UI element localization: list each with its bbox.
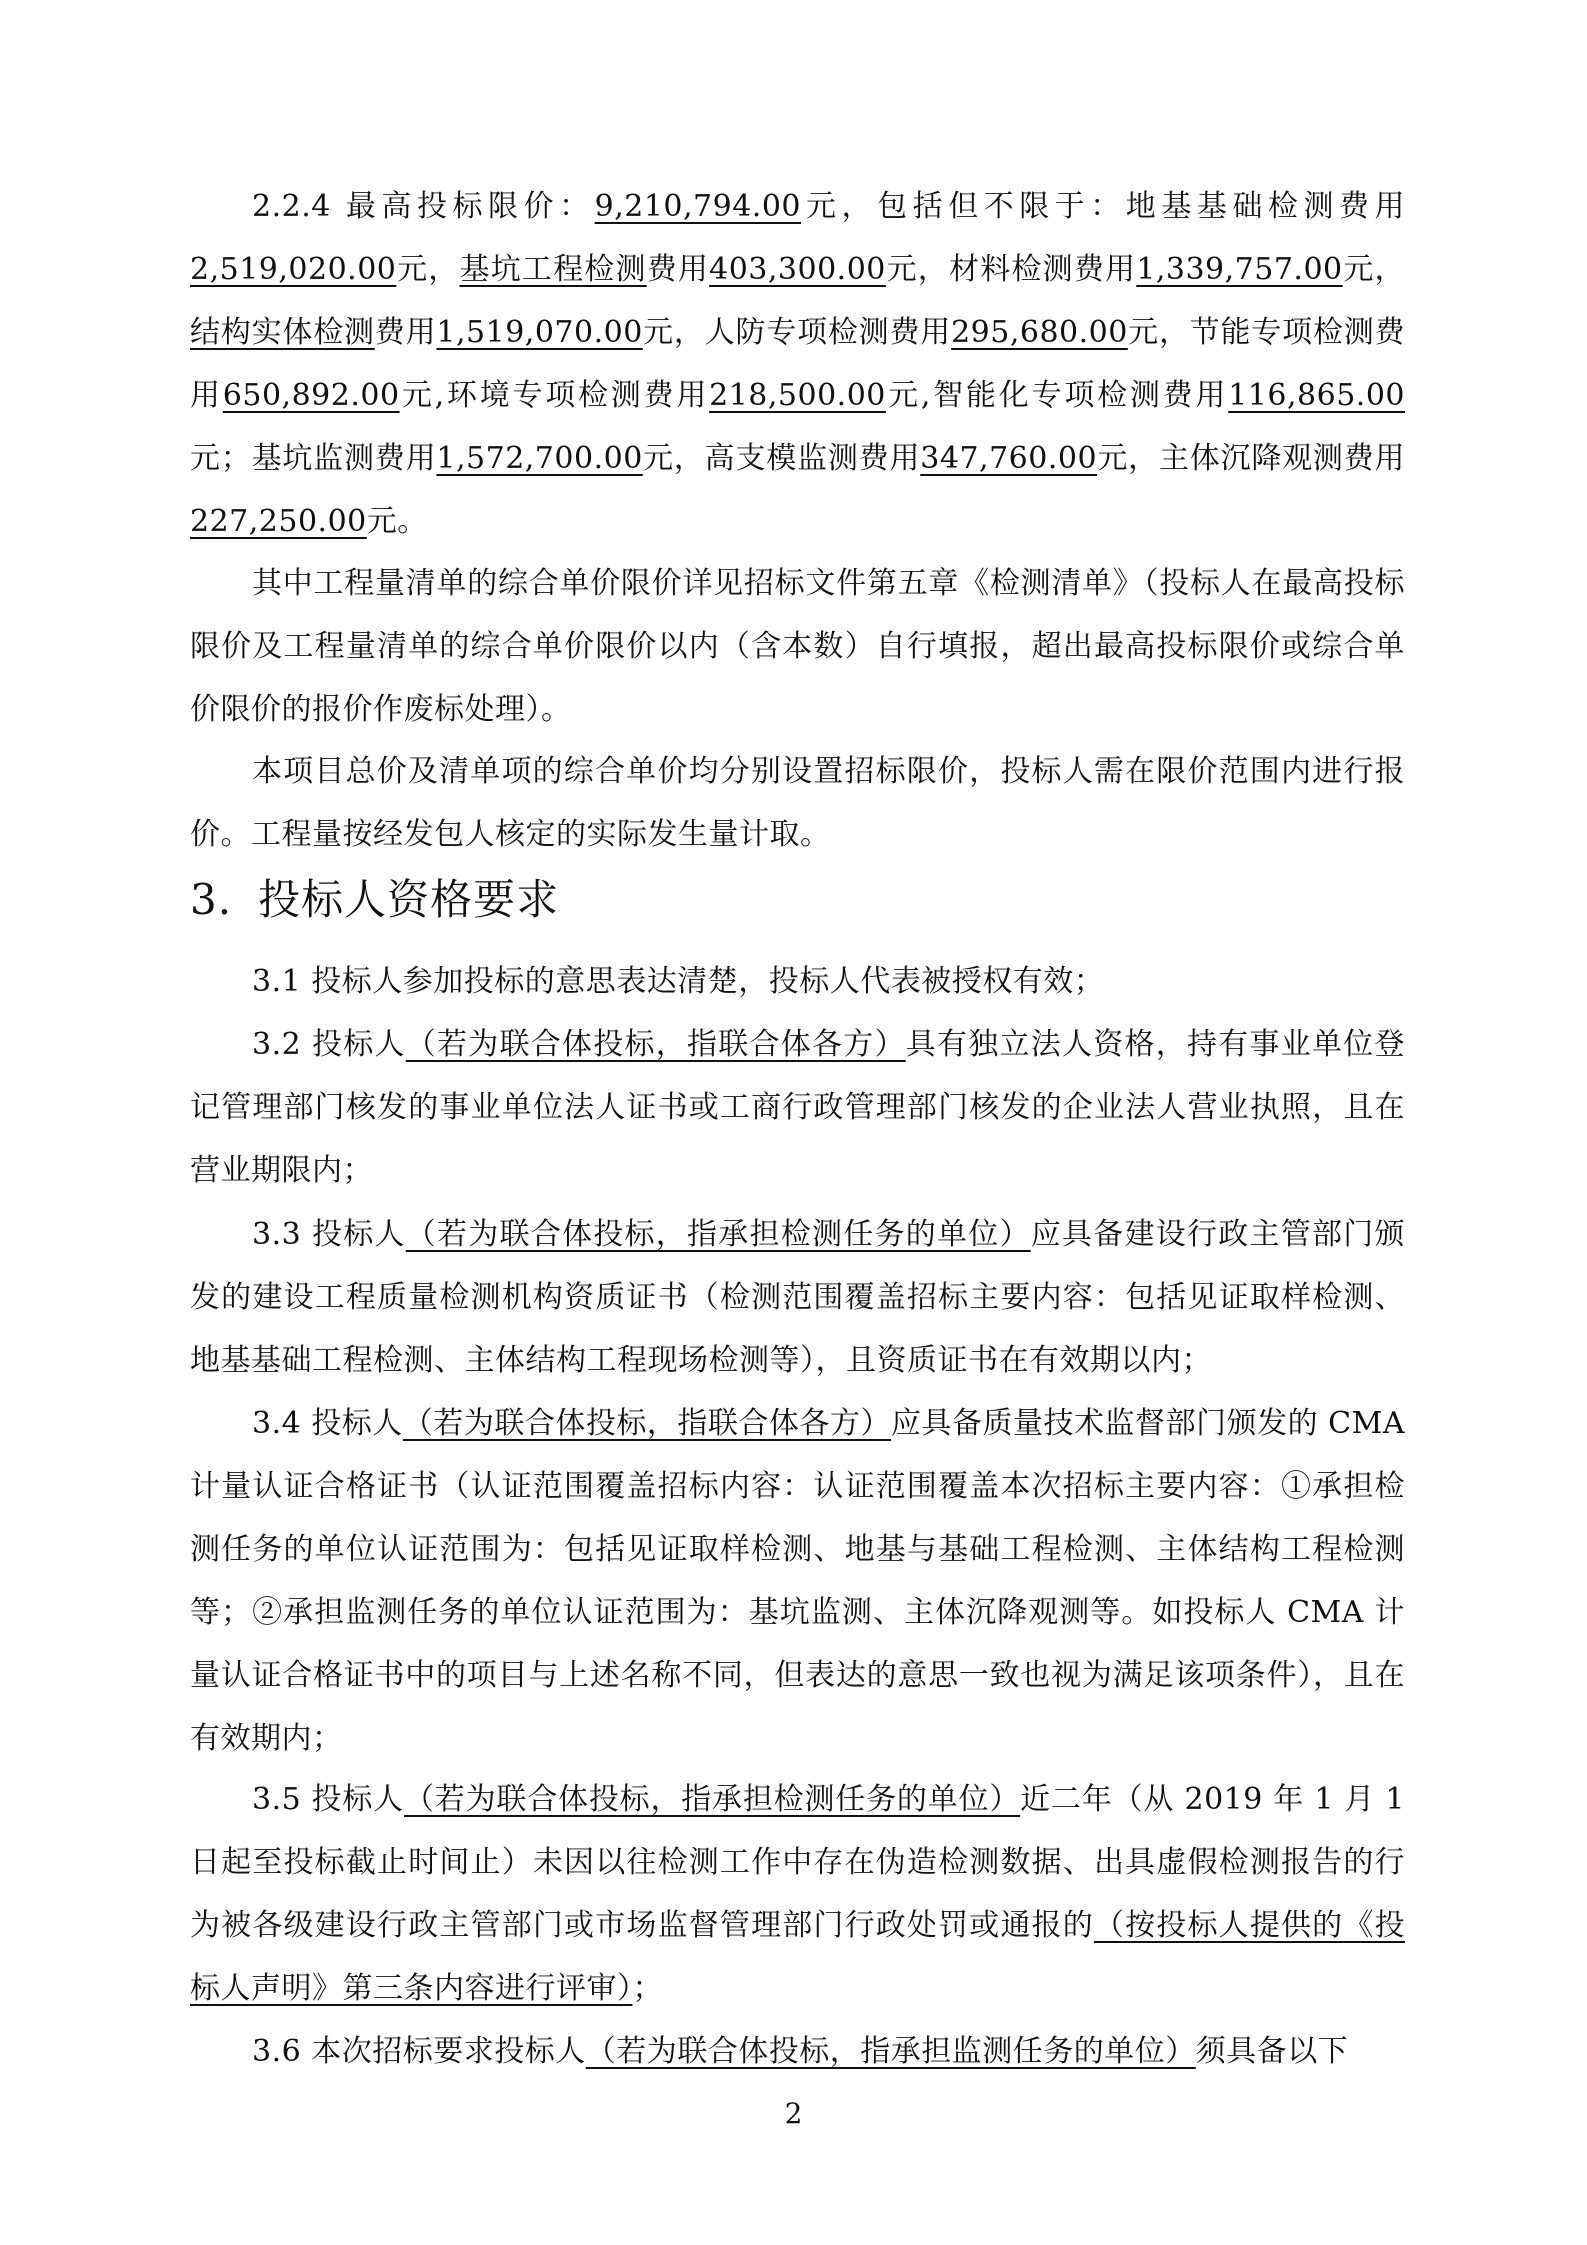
amount-foundation: 2,519,020.00	[190, 252, 397, 287]
text: 元，包括但不限于：地基基础检测费用	[801, 189, 1405, 224]
section-title: 投标人资格要求	[258, 875, 560, 924]
text: 费用	[374, 315, 437, 350]
item-3-5	[190, 1768, 1405, 2020]
amount-structure: 1,519,070.00	[436, 315, 643, 350]
section-heading-bidder-qualification	[190, 870, 559, 930]
text: 元,智能化专项检测费用	[885, 378, 1229, 413]
amount-total: 9,210,794.00	[594, 189, 801, 224]
text: 3.5 投标人	[252, 1782, 404, 1817]
note-underlined: （若为联合体投标，指承担监测任务的单位）	[585, 2034, 1196, 2069]
text: 元，	[1342, 252, 1406, 287]
item-3-6	[190, 2020, 1405, 2083]
text: 元，人防专项检测费用	[642, 315, 952, 350]
item-3-2	[190, 1013, 1405, 1202]
page-number: 2	[784, 2097, 803, 2130]
text: 元；基坑监测费用	[190, 441, 437, 476]
text: 3.2 投标人	[252, 1027, 406, 1062]
item-3-4	[190, 1392, 1405, 1770]
text: 元，节能专项检测费用	[190, 315, 1406, 413]
item-3-1: 3.1 投标人参加投标的意思表达清楚，投标人代表被授权有效；	[252, 964, 1105, 999]
item-3-3	[190, 1203, 1405, 1392]
amount-energy: 650,892.00	[222, 378, 400, 413]
term-pit-engineering: 基坑工程检测	[459, 252, 647, 287]
text: 应具备建设行政主管部门颁发的建设工程质量检测机构资质证书（检测范围覆盖招标主要内容：包括见证取样检测、地基基础工程检测、主体结构工程现场检测等），且资质证书在有效期以内；	[190, 1217, 1405, 1378]
text: 元，材料检测费用	[885, 252, 1137, 287]
paragraph-unit-price-limit: 其中工程量清单的综合单价限价详见招标文件第五章《检测清单》（投标人在最高投标限价及工程量清单的综合单价限价以内（含本数）自行填报，超出最高投标限价或综合单价限价的报价作废标处理）。	[190, 566, 1405, 727]
paragraph-total-price-limit: 本项目总价及清单项的综合单价均分别设置招标限价，投标人需在限价范围内进行报价。工程量按经发包人核定的实际发生量计取。	[190, 754, 1405, 852]
text: 应具备质量技术监督部门颁发的 CMA 计量认证合格证书（认证范围覆盖招标内容：认证范围覆盖本次招标主要内容：①承担检测任务的单位认证范围为：包括见证取样检测、地基与基础工程检测、主体结构工程检测等；②承担监测任务的单位认证范围为：基坑监测、主体沉降观测等。如投标人 CMA 计量认证合格证书中的项目与上述名称不同，但表达的意思一致也视为满足该项条件），且在有效期内；	[190, 1406, 1406, 1756]
text: 具有独立法人资格，持有事业单位登记管理部门核发的事业单位法人证书或工商行政管理部门核发的企业法人营业执照，且在营业期限内；	[190, 1027, 1405, 1188]
text: 须具备以下	[1195, 2034, 1349, 2069]
amount-material: 1,339,757.00	[1136, 252, 1343, 287]
text: 3.3 投标人	[252, 1217, 406, 1252]
text: 3.6 本次招标要求投标人	[252, 2034, 586, 2069]
note-underlined: （若为联合体投标，指承担检测任务的单位）	[405, 1217, 1031, 1252]
text: 元。	[366, 504, 428, 539]
note-underlined: （若为联合体投标，指联合体各方）	[402, 1406, 891, 1441]
note-underlined: （若为联合体投标，指承担检测任务的单位）	[403, 1782, 1021, 1817]
amount-formwork-monitoring: 347,760.00	[920, 441, 1098, 476]
amount-pit-monitoring: 1,572,700.00	[436, 441, 643, 476]
note-underlined: （若为联合体投标，指联合体各方）	[405, 1027, 906, 1062]
text: 元，主体沉降观测费用	[1097, 441, 1406, 476]
note-underlined: （按投标人提供的《投标人声明》第三条内容进行评审）	[190, 1908, 1406, 2006]
term-structural-entity: 结构实体检测	[190, 315, 375, 350]
amount-environment: 218,500.00	[709, 378, 886, 413]
text: 近二年（从 2019 年 1 月 1 日起至投标截止时间止）未因以往检测工作中存在伪造检测数据、出具虚假检测报告的行为被各级建设行政主管部门或市场监督管理部门行政处罚或通报的	[190, 1782, 1406, 1943]
text: 元,环境专项检测费用	[399, 378, 710, 413]
paragraph-max-bid-price	[190, 175, 1405, 553]
amount-settlement: 227,250.00	[190, 504, 367, 539]
amount-civil-defense: 295,680.00	[951, 315, 1128, 350]
text: ；	[632, 1971, 663, 2006]
text: 2.2.4 最高投标限价：	[252, 189, 595, 224]
text: 元，	[396, 252, 460, 287]
text: 费用	[646, 252, 710, 287]
amount-intelligent: 116,865.00	[1228, 378, 1405, 413]
section-number: 3.	[190, 875, 233, 924]
amount-pit-testing: 403,300.00	[709, 252, 886, 287]
text: 元，高支模监测费用	[642, 441, 921, 476]
text: 3.4 投标人	[252, 1406, 403, 1441]
